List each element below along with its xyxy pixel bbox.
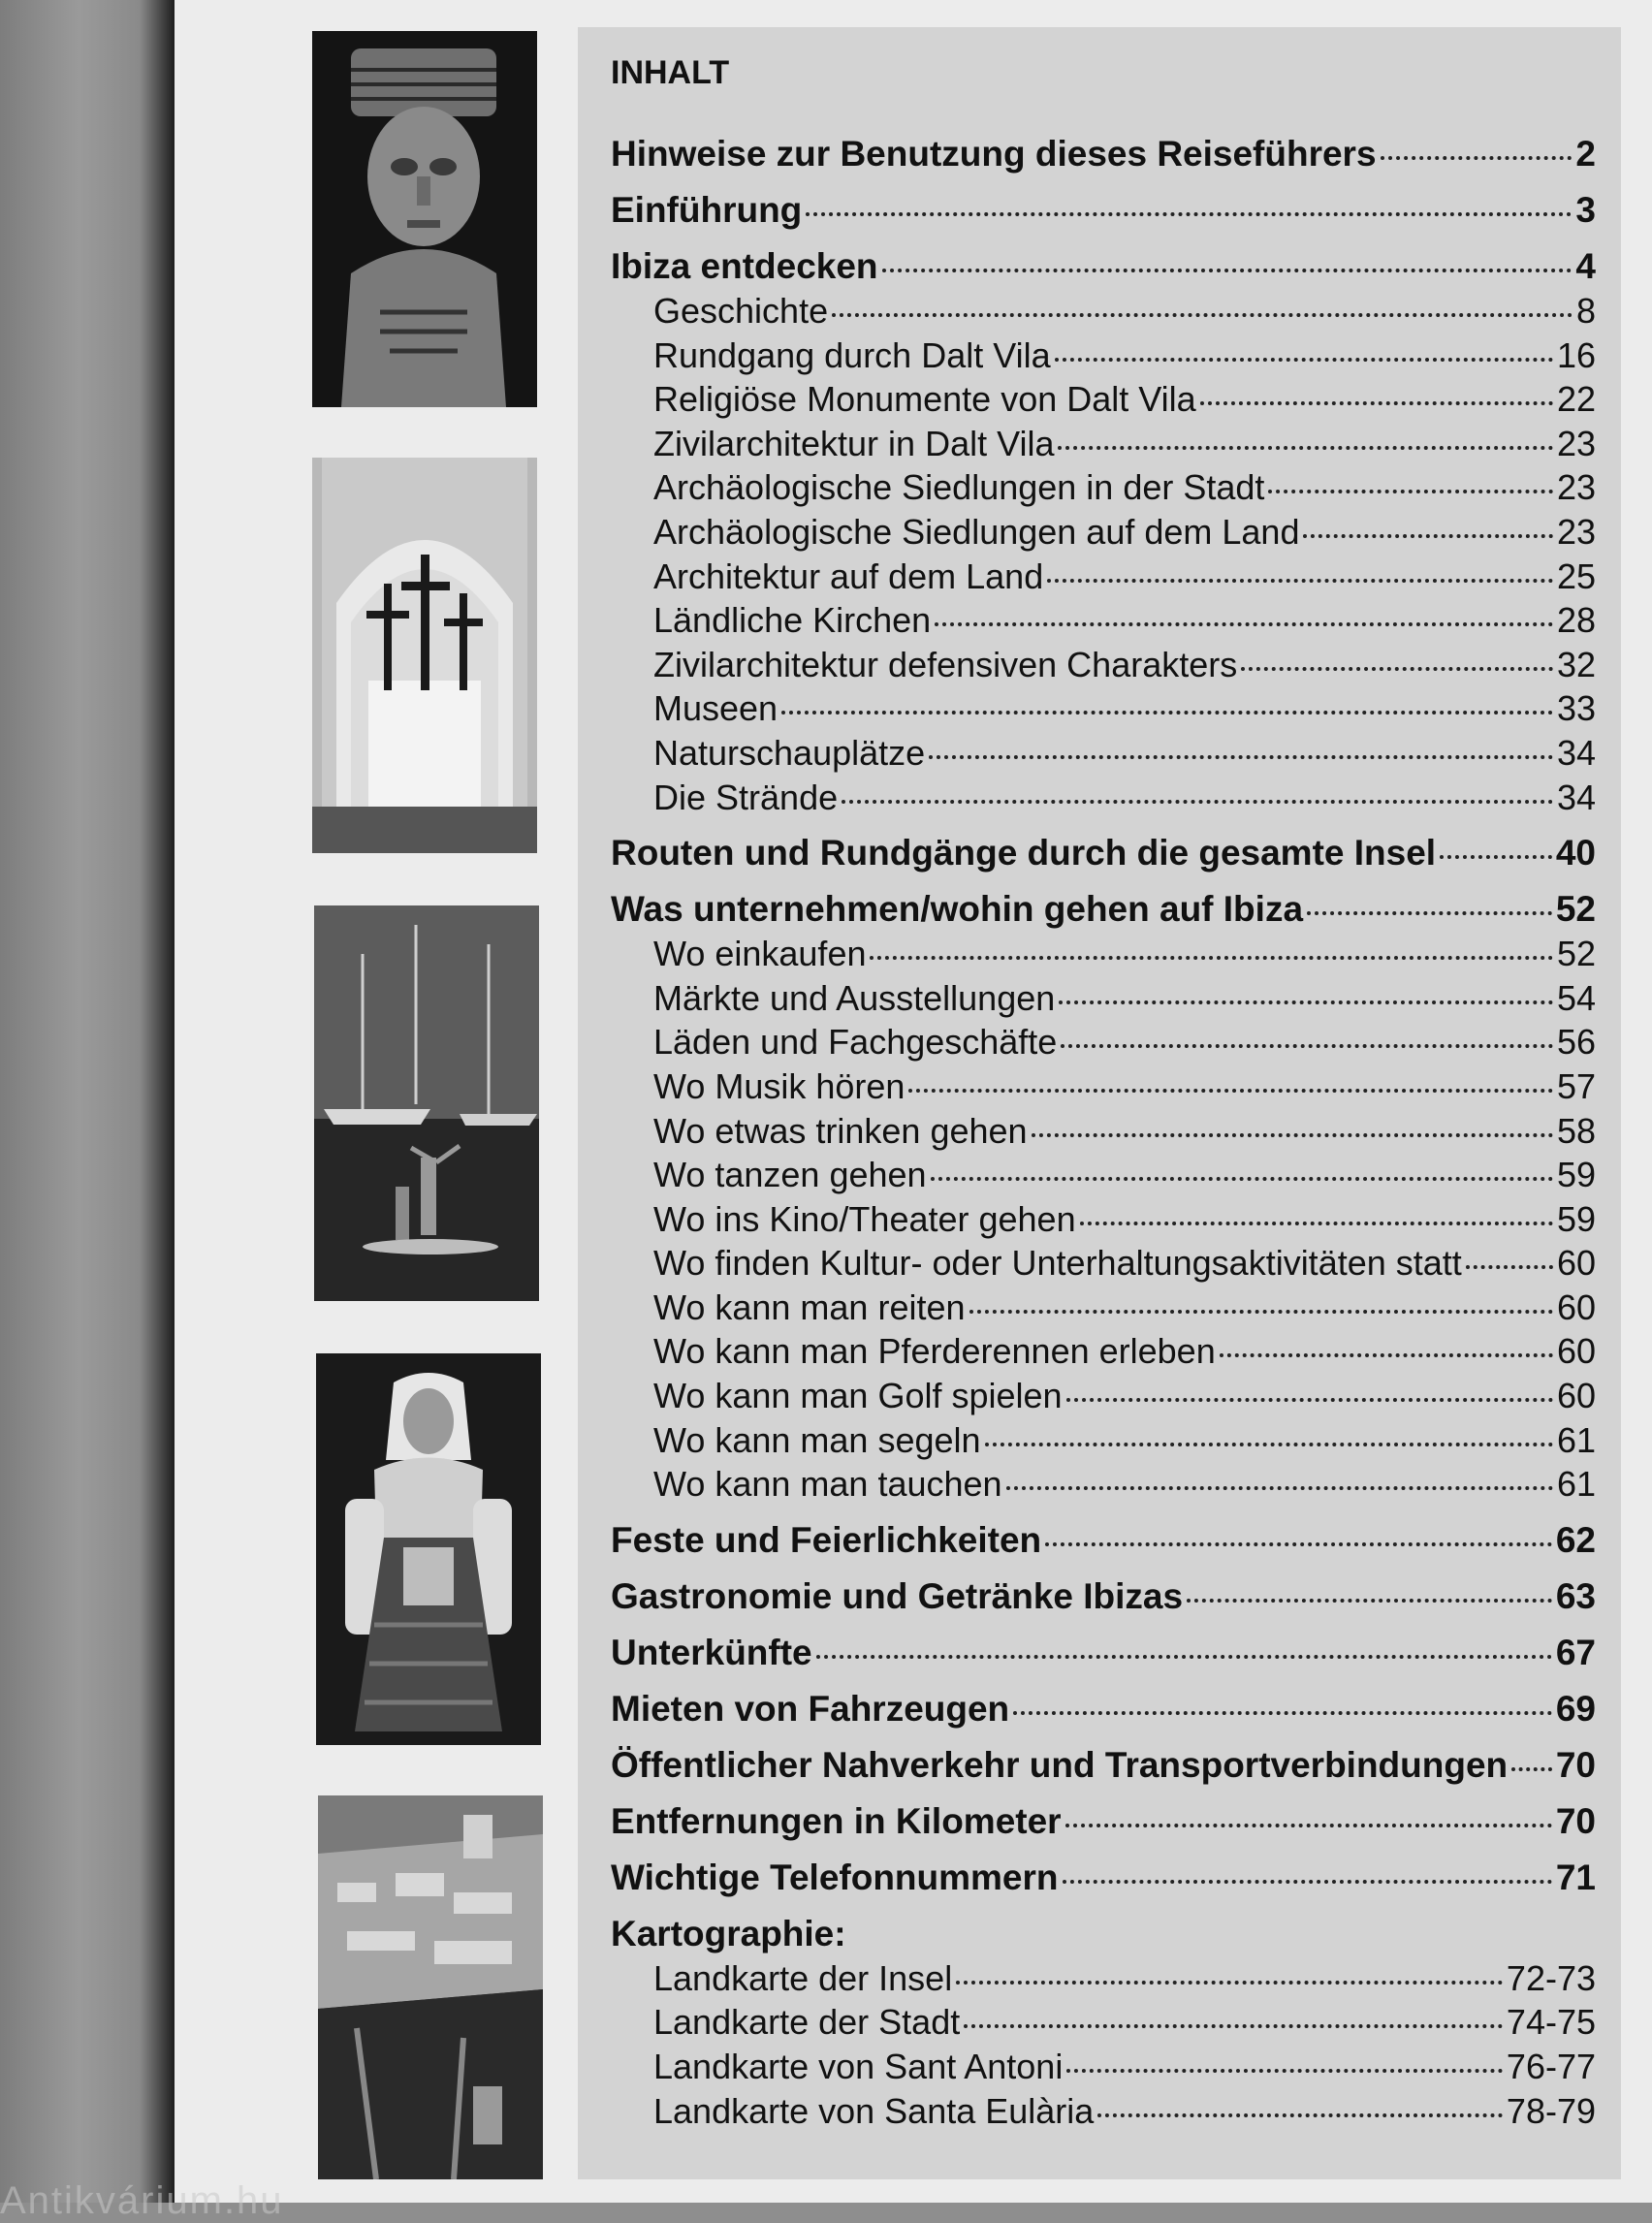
toc-subentry — [611, 424, 1596, 468]
toc-entry-label: Architektur auf dem Land — [653, 556, 1044, 596]
toc-page-number: 58 — [1556, 1110, 1596, 1151]
toc-subentry — [611, 1066, 1596, 1111]
toc-page-number: 23 — [1556, 467, 1596, 508]
dot-leader — [1061, 1044, 1553, 1048]
toc-subentry — [611, 645, 1596, 689]
toc-entry-label: Rundgang durch Dalt Vila — [653, 334, 1051, 375]
toc-subentry — [611, 467, 1596, 512]
toc-entry-label: Ländliche Kirchen — [653, 600, 932, 641]
dot-leader — [964, 2024, 1503, 2028]
toc-entry-label: Wo kann man tauchen — [653, 1464, 1002, 1505]
toc-page-number: 60 — [1556, 1286, 1596, 1327]
book-binding — [0, 0, 175, 2203]
toc-subentry — [611, 2002, 1596, 2047]
photo-crosses-arch — [312, 458, 537, 853]
toc-page-number: 3 — [1575, 190, 1596, 230]
dot-leader — [1066, 2069, 1503, 2073]
toc-subentry — [611, 1022, 1596, 1066]
dot-leader — [935, 622, 1553, 626]
toc-page-number: 76-77 — [1506, 2047, 1596, 2087]
dot-leader — [832, 313, 1573, 317]
toc-entry-label: Archäologische Siedlungen in der Stadt — [653, 467, 1265, 508]
toc-entry-label: Archäologische Siedlungen auf dem Land — [653, 511, 1300, 552]
toc-page-number: 33 — [1556, 688, 1596, 729]
toc-page-number: 52 — [1555, 889, 1596, 930]
toc-page-number: 28 — [1556, 600, 1596, 641]
toc-page-number: 78-79 — [1506, 2090, 1596, 2131]
toc-entry — [611, 246, 1596, 291]
toc-entry-label: Läden und Fachgeschäfte — [653, 1022, 1058, 1063]
toc-page-number: 60 — [1556, 1243, 1596, 1284]
toc-entry-label: Landkarte der Stadt — [653, 2002, 961, 2043]
toc-entry-label: Zivilarchitektur defensiven Charakters — [653, 644, 1238, 684]
toc-entry-label: Märkte und Ausstellungen — [653, 977, 1056, 1018]
dot-leader — [1013, 1711, 1552, 1715]
dot-leader — [1200, 401, 1553, 405]
dot-leader — [908, 1089, 1553, 1093]
toc-entry-label: Ibiza entdecken — [611, 246, 878, 286]
toc-entry-label: Wichtige Telefonnummern — [611, 1857, 1059, 1897]
toc-entry — [611, 134, 1596, 178]
toc-entry — [611, 1801, 1596, 1846]
toc-entry-label: Geschichte — [653, 291, 829, 331]
toc-page-number: 62 — [1555, 1519, 1596, 1560]
dot-leader — [806, 212, 1572, 216]
dot-leader — [816, 1655, 1552, 1659]
dot-leader — [1047, 579, 1553, 583]
toc-entry — [611, 190, 1596, 235]
dot-leader — [1058, 446, 1552, 450]
toc-page-number: 59 — [1556, 1155, 1596, 1195]
toc-subentry — [611, 1464, 1596, 1508]
toc-entry-label: Wo einkaufen — [653, 934, 867, 974]
toc-page-number: 2 — [1575, 134, 1596, 174]
toc-page-number: 52 — [1556, 934, 1596, 974]
toc-page-number: 70 — [1555, 1744, 1596, 1785]
watermark: Antikvárium.hu — [0, 2179, 284, 2222]
toc-page-number: 63 — [1555, 1575, 1596, 1616]
toc-entry — [611, 1745, 1596, 1790]
dot-leader — [870, 956, 1552, 960]
toc-subentry — [611, 512, 1596, 556]
toc-page-number: 60 — [1556, 1331, 1596, 1372]
toc-page-number: 59 — [1556, 1198, 1596, 1239]
dot-leader — [1097, 2113, 1503, 2117]
toc-section-heading — [611, 1914, 1596, 1958]
toc-page-number: 56 — [1556, 1022, 1596, 1063]
toc-subentry — [611, 1287, 1596, 1332]
toc-entry-label: Museen — [653, 688, 778, 729]
toc-entry-label: Wo kann man reiten — [653, 1286, 966, 1327]
toc-subentry — [611, 600, 1596, 645]
toc-subentry — [611, 778, 1596, 822]
toc-subentry — [611, 1376, 1596, 1420]
dot-leader — [1066, 1398, 1553, 1402]
toc-subentry — [611, 291, 1596, 335]
toc-entry — [611, 1858, 1596, 1902]
dot-leader — [985, 1443, 1553, 1446]
dot-leader — [956, 1981, 1503, 1985]
toc-subentry — [611, 733, 1596, 778]
toc-page-number: 74-75 — [1506, 2002, 1596, 2043]
dot-leader — [1065, 1824, 1552, 1827]
toc-entry — [611, 1689, 1596, 1733]
dot-leader — [1032, 1133, 1553, 1137]
photo-dama-bust — [312, 31, 537, 407]
toc-entry-label: Landkarte von Santa Eulària — [653, 2090, 1095, 2131]
toc-subentry — [611, 335, 1596, 380]
toc-entry-label: Wo tanzen gehen — [653, 1155, 927, 1195]
toc-entry — [611, 1633, 1596, 1677]
toc-entry-label: Feste und Feierlichkeiten — [611, 1519, 1042, 1560]
dot-leader — [1080, 1222, 1553, 1225]
toc-subentry — [611, 556, 1596, 601]
dot-leader — [842, 800, 1553, 804]
toc-entry — [611, 889, 1596, 934]
toc-entry-label: Wo kann man Golf spielen — [653, 1376, 1063, 1416]
toc-subentry — [611, 1243, 1596, 1287]
toc-entry-label: Naturschauplätze — [653, 732, 926, 773]
dot-leader — [929, 755, 1553, 759]
toc-page-number: 71 — [1555, 1857, 1596, 1897]
toc-page-number: 34 — [1556, 732, 1596, 773]
toc-entry-label: Routen und Rundgänge durch die gesamte Insel — [611, 833, 1437, 873]
toc-entry-label: Wo kann man Pferderennen erleben — [653, 1331, 1216, 1372]
dot-leader — [781, 711, 1553, 715]
toc-subentry — [611, 1199, 1596, 1244]
dot-leader — [931, 1177, 1553, 1181]
toc-page-number: 4 — [1575, 246, 1596, 286]
toc-entry-label: Landkarte der Insel — [653, 1957, 953, 1998]
toc-subentry — [611, 1111, 1596, 1156]
dot-leader — [1055, 358, 1553, 362]
toc-entry-label: Unterkünfte — [611, 1632, 812, 1672]
toc-page-number: 23 — [1556, 511, 1596, 552]
toc-page-number: 70 — [1555, 1800, 1596, 1841]
dot-leader — [1466, 1265, 1553, 1269]
toc-page-number: 34 — [1556, 777, 1596, 817]
toc-page-number: 32 — [1556, 644, 1596, 684]
toc-entry-label: Hinweise zur Benutzung dieses Reiseführers — [611, 134, 1377, 174]
dot-leader — [882, 269, 1573, 272]
toc-entry-label: Einführung — [611, 190, 803, 230]
toc-subentry — [611, 1420, 1596, 1465]
toc-entry-label: Die Strände — [653, 777, 839, 817]
toc-entry-label: Mieten von Fahrzeugen — [611, 1688, 1010, 1729]
table-of-contents — [611, 134, 1596, 2135]
toc-page-number: 8 — [1575, 291, 1596, 331]
dot-leader — [1220, 1353, 1553, 1357]
toc-entry-label: Was unternehmen/wohin gehen auf Ibiza — [611, 889, 1304, 930]
toc-entry-label: Wo ins Kino/Theater gehen — [653, 1198, 1076, 1239]
dot-leader — [1241, 667, 1553, 671]
dot-leader — [1268, 490, 1553, 493]
toc-page-number: 61 — [1556, 1464, 1596, 1505]
toc-page-number: 57 — [1556, 1065, 1596, 1106]
toc-page-number: 25 — [1556, 556, 1596, 596]
toc-page-number: 40 — [1555, 833, 1596, 873]
photo-traditional-dress — [316, 1353, 541, 1745]
toc-subentry — [611, 688, 1596, 733]
toc-subentry — [611, 1958, 1596, 2003]
toc-entry-label: Gastronomie und Getränke Ibizas — [611, 1575, 1184, 1616]
toc-entry — [611, 833, 1596, 877]
dot-leader — [1187, 1599, 1552, 1603]
dot-leader — [1063, 1880, 1552, 1884]
dot-leader — [1059, 1000, 1553, 1004]
photo-dalt-vila-aerial — [318, 1795, 543, 2179]
dot-leader — [1045, 1542, 1552, 1546]
dot-leader — [969, 1310, 1553, 1314]
dot-leader — [1006, 1486, 1553, 1490]
toc-page-number: 23 — [1556, 423, 1596, 463]
toc-entry-label: Entfernungen in Kilometer — [611, 1800, 1062, 1841]
toc-entry-label: Religiöse Monumente von Dalt Vila — [653, 379, 1196, 420]
toc-entry-label: Wo kann man segeln — [653, 1419, 981, 1460]
toc-subentry — [611, 1155, 1596, 1199]
dot-leader — [1440, 855, 1552, 859]
toc-entry — [611, 1520, 1596, 1565]
toc-subentry — [611, 2047, 1596, 2091]
toc-entry-label: Zivilarchitektur in Dalt Vila — [653, 423, 1055, 463]
toc-entry-label: Wo finden Kultur- oder Unterhaltungsaktivitäten statt — [653, 1243, 1462, 1284]
toc-page-number: 61 — [1556, 1419, 1596, 1460]
toc-page-number: 72-73 — [1506, 1957, 1596, 1998]
dot-leader — [1381, 156, 1573, 160]
photo-sailboats — [314, 905, 539, 1301]
toc-page-number: 67 — [1555, 1632, 1596, 1672]
toc-entry — [611, 1576, 1596, 1621]
toc-entry-label: Kartographie: — [611, 1913, 846, 1953]
toc-subentry — [611, 978, 1596, 1023]
dot-leader — [1307, 911, 1552, 915]
dot-leader — [1511, 1767, 1552, 1771]
toc-title: INHALT — [611, 54, 730, 91]
toc-page-number: 16 — [1556, 334, 1596, 375]
toc-entry-label: Wo Musik hören — [653, 1065, 905, 1106]
toc-page-number: 22 — [1556, 379, 1596, 420]
toc-page-number: 60 — [1556, 1376, 1596, 1416]
toc-subentry — [611, 1331, 1596, 1376]
toc-subentry — [611, 379, 1596, 424]
toc-page-number: 54 — [1556, 977, 1596, 1018]
toc-entry-label: Landkarte von Sant Antoni — [653, 2047, 1064, 2087]
toc-entry-label: Wo etwas trinken gehen — [653, 1110, 1028, 1151]
dot-leader — [1303, 534, 1552, 538]
toc-subentry — [611, 2091, 1596, 2136]
toc-entry-label: Öffentlicher Nahverkehr und Transportverbindungen — [611, 1744, 1509, 1785]
toc-page-number: 69 — [1555, 1688, 1596, 1729]
toc-subentry — [611, 934, 1596, 978]
